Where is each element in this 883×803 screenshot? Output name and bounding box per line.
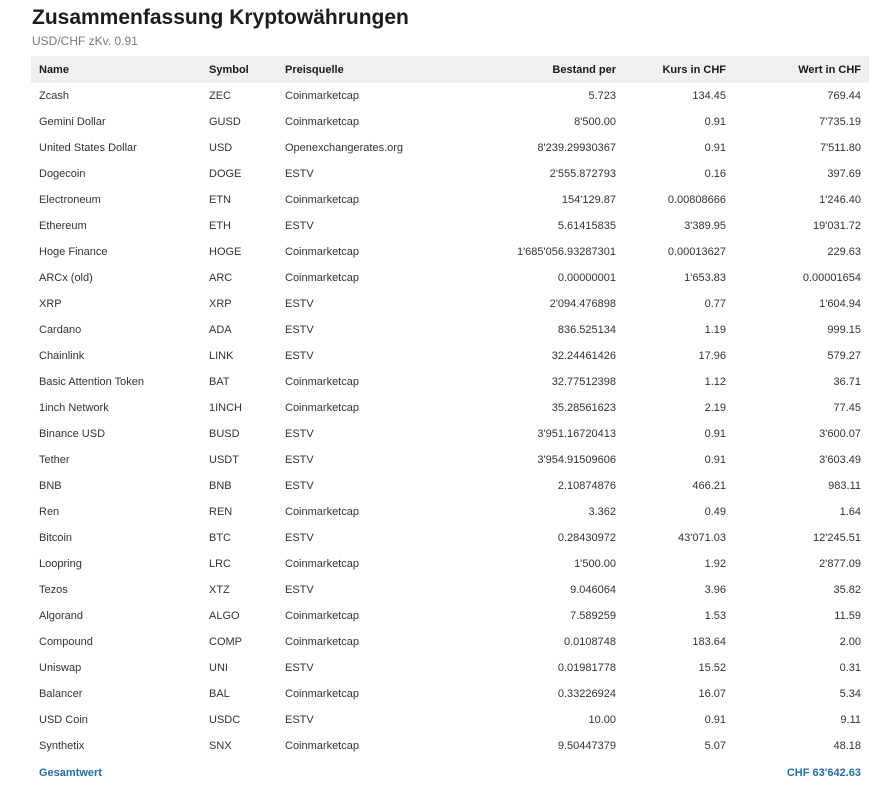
total-empty-cell bbox=[201, 759, 277, 786]
cell-holdings: 2'094.476898 bbox=[549, 298, 616, 310]
cell-symbol: LRC bbox=[209, 558, 232, 570]
cell-rate-chf: 0.77 bbox=[704, 298, 726, 310]
cell-price-source: ESTV bbox=[285, 454, 314, 466]
cell-value-chf: 229.63 bbox=[827, 246, 861, 258]
cell-rate-chf: 17.96 bbox=[698, 350, 726, 362]
table-row bbox=[31, 317, 869, 343]
cell-price-source: ESTV bbox=[285, 350, 314, 362]
cell-price-source: ESTV bbox=[285, 480, 314, 492]
table-row bbox=[31, 603, 869, 629]
cell-value-chf: 5.34 bbox=[839, 688, 861, 700]
cell-value-chf: 769.44 bbox=[827, 90, 861, 102]
cell-price-source: Coinmarketcap bbox=[285, 740, 359, 752]
cell-rate-chf: 16.07 bbox=[698, 688, 726, 700]
cell-symbol: BNB bbox=[209, 480, 232, 492]
table-row bbox=[31, 187, 869, 213]
cell-value-chf: 48.18 bbox=[833, 740, 861, 752]
cell-name: ARCx (old) bbox=[39, 272, 93, 284]
cell-value-chf: 19'031.72 bbox=[813, 220, 861, 232]
cell-symbol: ADA bbox=[209, 324, 232, 336]
table-row bbox=[31, 395, 869, 421]
cell-holdings: 8'500.00 bbox=[574, 116, 616, 128]
table-row bbox=[31, 109, 869, 135]
cell-price-source: Coinmarketcap bbox=[285, 506, 359, 518]
cell-name: Tezos bbox=[39, 584, 68, 596]
cell-symbol: ALGO bbox=[209, 610, 240, 622]
cell-value-chf: 0.31 bbox=[839, 662, 861, 674]
cell-price-source: Coinmarketcap bbox=[285, 116, 359, 128]
cell-value-chf: 1'246.40 bbox=[819, 194, 861, 206]
table-row bbox=[31, 473, 869, 499]
cell-symbol: 1INCH bbox=[209, 402, 243, 414]
cell-symbol: DOGE bbox=[209, 168, 242, 180]
cell-holdings: 0.00000001 bbox=[557, 272, 616, 284]
cell-value-chf: 11.59 bbox=[834, 610, 861, 622]
table-row bbox=[31, 343, 869, 369]
cell-name: Balancer bbox=[39, 688, 83, 700]
cell-price-source: ESTV bbox=[285, 714, 314, 726]
table-row bbox=[31, 265, 869, 291]
cell-rate-chf: 3.96 bbox=[704, 584, 726, 596]
cell-name: Algorand bbox=[39, 610, 84, 622]
table-header bbox=[31, 56, 869, 83]
cell-rate-chf: 1.12 bbox=[704, 376, 726, 388]
table-footer bbox=[31, 759, 869, 786]
cell-holdings: 0.01981778 bbox=[557, 662, 616, 674]
cell-price-source: Coinmarketcap bbox=[285, 636, 359, 648]
cell-value-chf: 3'600.07 bbox=[819, 428, 861, 440]
cell-symbol: UNI bbox=[209, 662, 228, 674]
total-empty-cell bbox=[437, 759, 624, 786]
cell-rate-chf: 0.91 bbox=[704, 428, 726, 440]
table-row bbox=[31, 551, 869, 577]
cell-holdings: 9.50447379 bbox=[557, 740, 616, 752]
cell-holdings: 3.362 bbox=[588, 506, 616, 518]
cell-value-chf: 7'735.19 bbox=[819, 116, 861, 128]
table-row bbox=[31, 421, 869, 447]
table-row bbox=[31, 707, 869, 733]
cell-name: Ethereum bbox=[39, 220, 87, 232]
cell-name: Synthetix bbox=[39, 740, 85, 752]
cell-value-chf: 1.64 bbox=[839, 506, 861, 518]
cell-holdings: 35.28561623 bbox=[551, 402, 616, 414]
cell-holdings: 2'555.872793 bbox=[549, 168, 616, 180]
cell-holdings: 0.28430972 bbox=[557, 532, 616, 544]
cell-rate-chf: 2.19 bbox=[704, 402, 726, 414]
cell-name: XRP bbox=[39, 298, 62, 310]
table-row bbox=[31, 83, 869, 109]
cell-symbol: BAL bbox=[209, 688, 230, 700]
table-row bbox=[31, 629, 869, 655]
cell-rate-chf: 43'071.03 bbox=[678, 532, 726, 544]
table-row bbox=[31, 577, 869, 603]
cell-name: Loopring bbox=[39, 558, 82, 570]
page-title: Zusammenfassung Kryptowährungen bbox=[32, 6, 409, 29]
table-row bbox=[31, 291, 869, 317]
cell-holdings: 3'954.91509606 bbox=[537, 454, 616, 466]
cell-value-chf: 77.45 bbox=[833, 402, 861, 414]
cell-price-source: ESTV bbox=[285, 168, 314, 180]
table-row bbox=[31, 733, 869, 759]
column-header-name: Name bbox=[39, 63, 69, 76]
cell-symbol: XTZ bbox=[209, 584, 230, 596]
cell-price-source: Coinmarketcap bbox=[285, 610, 359, 622]
table-row bbox=[31, 447, 869, 473]
exchange-rate-subtitle: USD/CHF zKv. 0.91 bbox=[32, 34, 138, 48]
cell-symbol: XRP bbox=[209, 298, 232, 310]
total-row bbox=[31, 759, 869, 786]
cell-price-source: ESTV bbox=[285, 584, 314, 596]
cell-value-chf: 12'245.51 bbox=[813, 532, 861, 544]
cell-symbol: BUSD bbox=[209, 428, 240, 440]
cell-name: Gemini Dollar bbox=[39, 116, 106, 128]
total-empty-cell bbox=[277, 759, 437, 786]
cell-price-source: Coinmarketcap bbox=[285, 558, 359, 570]
cell-name: Electroneum bbox=[39, 194, 101, 206]
cell-price-source: Coinmarketcap bbox=[285, 90, 359, 102]
crypto-summary-table bbox=[31, 56, 869, 786]
total-label: Gesamtwert bbox=[39, 766, 102, 779]
cell-holdings: 10.00 bbox=[588, 714, 616, 726]
cell-holdings: 836.525134 bbox=[557, 324, 616, 336]
cell-rate-chf: 0.91 bbox=[704, 454, 726, 466]
table-row bbox=[31, 213, 869, 239]
cell-holdings: 1'685'056.93287301 bbox=[516, 246, 616, 258]
cell-rate-chf: 0.00013627 bbox=[667, 246, 726, 258]
cell-holdings: 3'951.16720413 bbox=[537, 428, 616, 440]
cell-symbol: USDC bbox=[209, 714, 241, 726]
column-header-price-source: Preisquelle bbox=[285, 63, 344, 76]
cell-holdings: 8'239.29930367 bbox=[537, 142, 616, 154]
cell-name: Basic Attention Token bbox=[39, 376, 144, 388]
cell-symbol: ETH bbox=[209, 220, 231, 232]
cell-symbol: USDT bbox=[209, 454, 239, 466]
cell-price-source: Coinmarketcap bbox=[285, 272, 359, 284]
cell-price-source: ESTV bbox=[285, 298, 314, 310]
cell-holdings: 32.24461426 bbox=[551, 350, 616, 362]
table-row bbox=[31, 655, 869, 681]
cell-rate-chf: 134.45 bbox=[692, 90, 726, 102]
cell-value-chf: 36.71 bbox=[833, 376, 861, 388]
cell-name: Chainlink bbox=[39, 350, 85, 362]
cell-price-source: ESTV bbox=[285, 428, 314, 440]
cell-name: BNB bbox=[39, 480, 62, 492]
cell-symbol: LINK bbox=[209, 350, 234, 362]
cell-symbol: COMP bbox=[209, 636, 242, 648]
cell-holdings: 2.10874876 bbox=[557, 480, 616, 492]
cell-value-chf: 397.69 bbox=[827, 168, 861, 180]
cell-value-chf: 3'603.49 bbox=[819, 454, 861, 466]
cell-value-chf: 983.11 bbox=[828, 480, 861, 492]
cell-price-source: ESTV bbox=[285, 532, 314, 544]
cell-symbol: ARC bbox=[209, 272, 233, 284]
cell-symbol: USD bbox=[209, 142, 233, 154]
cell-price-source: ESTV bbox=[285, 324, 314, 336]
cell-holdings: 1'500.00 bbox=[574, 558, 616, 570]
cell-value-chf: 1'604.94 bbox=[819, 298, 861, 310]
cell-rate-chf: 0.91 bbox=[704, 142, 726, 154]
cell-rate-chf: 0.91 bbox=[704, 116, 726, 128]
table-row bbox=[31, 239, 869, 265]
cell-rate-chf: 0.49 bbox=[704, 506, 726, 518]
cell-value-chf: 7'511.80 bbox=[819, 142, 861, 154]
cell-price-source: Coinmarketcap bbox=[285, 402, 359, 414]
cell-symbol: HOGE bbox=[209, 246, 242, 258]
cell-holdings: 0.33226924 bbox=[557, 688, 616, 700]
table-body bbox=[31, 83, 869, 759]
table-row bbox=[31, 369, 869, 395]
cell-rate-chf: 1.53 bbox=[704, 610, 726, 622]
cell-value-chf: 2.00 bbox=[839, 636, 861, 648]
cell-rate-chf: 466.21 bbox=[692, 480, 726, 492]
cell-symbol: BAT bbox=[209, 376, 230, 388]
cell-symbol: ETN bbox=[209, 194, 231, 206]
total-empty-cell bbox=[624, 759, 734, 786]
table-row bbox=[31, 681, 869, 707]
cell-name: Dogecoin bbox=[39, 168, 86, 180]
cell-name: Ren bbox=[39, 506, 60, 518]
cell-rate-chf: 0.00808666 bbox=[667, 194, 726, 206]
cell-rate-chf: 1.19 bbox=[704, 324, 726, 336]
cell-rate-chf: 1.92 bbox=[704, 558, 726, 570]
cell-holdings: 5.723 bbox=[588, 90, 616, 102]
cell-name: Cardano bbox=[39, 324, 82, 336]
table-row bbox=[31, 499, 869, 525]
cell-name: United States Dollar bbox=[39, 142, 137, 154]
table-header-row bbox=[31, 56, 869, 83]
column-header-rate-chf: Kurs in CHF bbox=[662, 63, 726, 76]
cell-name: Hoge Finance bbox=[39, 246, 108, 258]
cell-price-source: Openexchangerates.org bbox=[285, 142, 404, 154]
total-value: CHF 63'642.63 bbox=[786, 766, 861, 779]
cell-price-source: ESTV bbox=[285, 662, 314, 674]
cell-rate-chf: 0.91 bbox=[704, 714, 726, 726]
table-row bbox=[31, 135, 869, 161]
cell-name: Uniswap bbox=[39, 662, 82, 674]
cell-price-source: Coinmarketcap bbox=[285, 376, 359, 388]
cell-rate-chf: 5.07 bbox=[704, 740, 726, 752]
cell-price-source: Coinmarketcap bbox=[285, 246, 359, 258]
cell-symbol: ZEC bbox=[209, 90, 231, 102]
cell-holdings: 32.77512398 bbox=[551, 376, 616, 388]
table-row bbox=[31, 161, 869, 187]
cell-price-source: ESTV bbox=[285, 220, 314, 232]
cell-rate-chf: 1'653.83 bbox=[684, 272, 726, 284]
cell-name: Bitcoin bbox=[39, 532, 73, 544]
table-row bbox=[31, 525, 869, 551]
column-header-holdings: Bestand per bbox=[552, 63, 616, 76]
cell-rate-chf: 3'389.95 bbox=[684, 220, 726, 232]
cell-holdings: 0.0108748 bbox=[564, 636, 616, 648]
cell-name: USD Coin bbox=[39, 714, 88, 726]
cell-value-chf: 35.82 bbox=[833, 584, 861, 596]
cell-name: 1inch Network bbox=[39, 402, 109, 414]
cell-value-chf: 0.00001654 bbox=[802, 272, 861, 284]
cell-holdings: 7.589259 bbox=[570, 610, 616, 622]
cell-symbol: BTC bbox=[209, 532, 231, 544]
cell-value-chf: 2'877.09 bbox=[819, 558, 861, 570]
cell-name: Tether bbox=[39, 454, 70, 466]
cell-rate-chf: 15.52 bbox=[698, 662, 726, 674]
cell-holdings: 154'129.87 bbox=[561, 194, 616, 206]
cell-rate-chf: 0.16 bbox=[704, 168, 726, 180]
cell-value-chf: 999.15 bbox=[827, 324, 861, 336]
column-header-symbol: Symbol bbox=[209, 63, 249, 76]
cell-value-chf: 9.11 bbox=[840, 714, 861, 726]
cell-value-chf: 579.27 bbox=[827, 350, 861, 362]
cell-symbol: SNX bbox=[209, 740, 232, 752]
cell-price-source: Coinmarketcap bbox=[285, 688, 359, 700]
column-header-value-chf: Wert in CHF bbox=[798, 63, 861, 76]
cell-holdings: 9.046064 bbox=[570, 584, 616, 596]
cell-symbol: REN bbox=[209, 506, 233, 518]
cell-rate-chf: 183.64 bbox=[692, 636, 726, 648]
cell-holdings: 5.61415835 bbox=[557, 220, 616, 232]
cell-symbol: GUSD bbox=[209, 116, 241, 128]
cell-name: Compound bbox=[39, 636, 93, 648]
cell-price-source: Coinmarketcap bbox=[285, 194, 359, 206]
cell-name: Binance USD bbox=[39, 428, 106, 440]
cell-name: Zcash bbox=[39, 90, 69, 102]
